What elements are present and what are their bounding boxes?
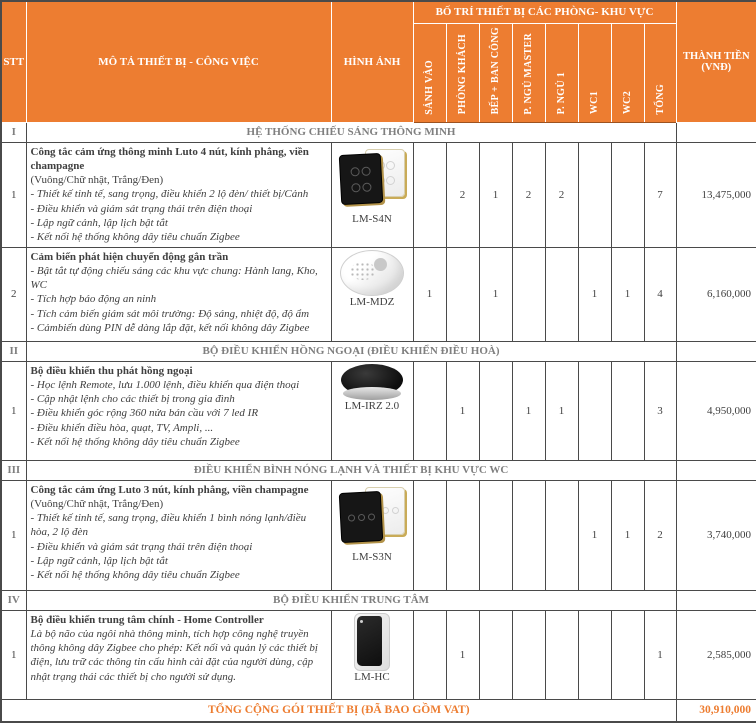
section-numeral: II bbox=[1, 341, 26, 361]
header-image: HÌNH ẢNH bbox=[331, 1, 413, 122]
device-description bbox=[26, 610, 331, 699]
device-row-lm-mdz bbox=[1, 247, 756, 341]
header-room-bep-ban-cong: BẾP + BAN CÔNG bbox=[479, 23, 512, 122]
qty-cell: 1 bbox=[479, 247, 512, 341]
qty-cell bbox=[479, 480, 512, 590]
qty-cell: 2 bbox=[512, 142, 545, 247]
section-title: HỆ THỐNG CHIẾU SÁNG THÔNG MINH bbox=[26, 122, 676, 142]
device-bullet: - Tích hợp báo động an ninh bbox=[30, 293, 157, 306]
qty-cell bbox=[578, 142, 611, 247]
section-title: ĐIỀU KHIỂN BÌNH NÓNG LẠNH VÀ THIẾT BỊ KHU VỰC WC bbox=[26, 460, 676, 480]
grand-total-amount: 30,910,000 bbox=[676, 699, 756, 722]
qty-cell bbox=[479, 610, 512, 699]
row-index: 1 bbox=[1, 142, 26, 247]
qty-total-cell: 2 bbox=[644, 480, 676, 590]
section-numeral: I bbox=[1, 122, 26, 142]
qty-cell bbox=[413, 142, 446, 247]
header-room-wc2: WC2 bbox=[611, 23, 644, 122]
qty-cell bbox=[545, 480, 578, 590]
row-index: 2 bbox=[1, 247, 26, 341]
qty-cell: 1 bbox=[446, 610, 479, 699]
qty-cell: 1 bbox=[413, 247, 446, 341]
header-room-ngu-1: P. NGỦ 1 bbox=[545, 23, 578, 122]
device-bullet: - Kết nối hệ thống không dây tiêu chuẩn Zigbee bbox=[30, 231, 240, 244]
model-label: LM-S4N bbox=[352, 212, 392, 225]
qty-cell: 1 bbox=[446, 361, 479, 460]
qty-cell bbox=[413, 480, 446, 590]
device-row-lm-hc bbox=[1, 610, 756, 699]
qty-cell bbox=[611, 142, 644, 247]
section-row-3 bbox=[1, 460, 756, 480]
header-room-sanh-vao: SẢNH VÀO bbox=[413, 23, 446, 122]
device-description bbox=[26, 480, 331, 590]
product-image-lm-mdz bbox=[340, 250, 404, 296]
device-bullet: - Thiết kế tinh tế, sang trọng, điều khiển 1 bình nóng lạnh/điều hòa, 2 lộ đèn bbox=[30, 512, 307, 539]
device-row-lm-s3n bbox=[1, 480, 756, 590]
device-bullet: - Điều khiển góc rộng 360 nửa bán cầu với 7 led IR bbox=[30, 407, 259, 420]
product-image-lm-s4n bbox=[336, 145, 408, 213]
qty-cell bbox=[545, 247, 578, 341]
device-subtitle: (Vuông/Chữ nhật, Trắng/Đen) bbox=[30, 497, 164, 510]
qty-cell bbox=[446, 480, 479, 590]
qty-cell: 1 bbox=[545, 361, 578, 460]
section-numeral: III bbox=[1, 460, 26, 480]
qty-cell bbox=[611, 610, 644, 699]
model-label: LM-IRZ 2.0 bbox=[344, 399, 400, 412]
qty-cell: 1 bbox=[479, 142, 512, 247]
table-header bbox=[1, 1, 756, 122]
device-bullet: - Cập nhật lệnh cho các thiết bị trong gia đình bbox=[30, 393, 235, 406]
device-bullet: - Điều khiển điều hòa, quạt, TV, Ampli, ... bbox=[30, 421, 214, 434]
device-row-lm-irz bbox=[1, 361, 756, 460]
header-room-ngu-master: P. NGỦ MASTER bbox=[512, 23, 545, 122]
device-description bbox=[26, 142, 331, 247]
qty-cell bbox=[512, 480, 545, 590]
device-bullet: - Cảmbiến dùng PIN dễ dàng lắp đặt, kết nối không dây Zigbee bbox=[30, 322, 310, 335]
qty-total-cell: 1 bbox=[644, 610, 676, 699]
product-image-lm-s3n bbox=[336, 483, 408, 551]
section-row-2 bbox=[1, 341, 756, 361]
qty-cell bbox=[578, 361, 611, 460]
device-body: Là bộ não của ngôi nhà thông minh, tích hợp công nghệ truyền thông không dây Zigbee cho phép: Kết nối và quản lý các thiết bị điện, lưu trữ các thông tin cấu hình cài đặt của người dùng, cập nhật trạng thái các thiết bị cho người sử dụng. bbox=[30, 627, 318, 683]
table-footer bbox=[1, 699, 756, 722]
device-title: Bộ điều khiển thu phát hồng ngoại bbox=[30, 364, 193, 377]
section-row-4 bbox=[1, 590, 756, 610]
amount-cell: 2,585,000 bbox=[676, 610, 756, 699]
device-title: Công tắc cảm ứng thông minh Luto 4 nút, kính phẳng, viền champagne bbox=[30, 145, 309, 172]
device-bullet: - Lập ngữ cảnh, lập lịch bật tắt bbox=[30, 555, 168, 568]
section-row-1 bbox=[1, 122, 756, 142]
product-image-lm-irz bbox=[341, 364, 403, 400]
qty-cell bbox=[446, 247, 479, 341]
qty-cell: 1 bbox=[611, 480, 644, 590]
qty-cell: 1 bbox=[578, 247, 611, 341]
product-image-lm-hc bbox=[354, 613, 390, 671]
amount-cell: 3,740,000 bbox=[676, 480, 756, 590]
amount-cell: 13,475,000 bbox=[676, 142, 756, 247]
device-bullet: - Học lệnh Remote, lưu 1.000 lệnh, điều khiển qua điện thoại bbox=[30, 378, 300, 391]
amount-cell: 6,160,000 bbox=[676, 247, 756, 341]
device-bullet: - Thiết kế tinh tế, sang trọng, điều khiển 2 lộ đèn/ thiết bị/Cảnh bbox=[30, 188, 309, 201]
device-bullet: - Bật tắt tự động chiếu sáng các khu vực chung: Hành lang, Kho, WC bbox=[30, 264, 318, 292]
header-description: MÔ TẢ THIẾT BỊ - CÔNG VIỆC bbox=[26, 1, 331, 122]
qty-total-cell: 4 bbox=[644, 247, 676, 341]
device-title: Cảm biến phát hiện chuyển động gắn trần bbox=[30, 250, 229, 263]
model-label: LM-S3N bbox=[352, 550, 392, 563]
qty-cell: 1 bbox=[512, 361, 545, 460]
header-room-wc1: WC1 bbox=[578, 23, 611, 122]
device-bullet: - Tích cảm biến giám sát môi trường: Độ sáng, nhiệt độ, độ ẩm bbox=[30, 307, 310, 320]
device-title: Bộ điều khiển trung tâm chính - Home Controller bbox=[30, 613, 264, 626]
device-bullet: - Kết nối hệ thống không dây tiêu chuẩn Zigbee bbox=[30, 436, 240, 449]
grand-total-label: TỔNG CỘNG GÓI THIẾT BỊ (ĐÃ BAO GỒM VAT) bbox=[1, 699, 676, 722]
row-index: 1 bbox=[1, 610, 26, 699]
qty-cell: 2 bbox=[446, 142, 479, 247]
qty-cell bbox=[479, 361, 512, 460]
device-bullet: - Lập ngữ cảnh, lập lịch bật tắt bbox=[30, 216, 168, 229]
device-title: Công tắc cảm ứng Luto 3 nút, kính phẳng, viền champagne bbox=[30, 483, 309, 496]
device-description bbox=[26, 247, 331, 341]
section-title: BỘ ĐIỀU KHIỂN TRUNG TÂM bbox=[26, 590, 676, 610]
qty-cell bbox=[512, 610, 545, 699]
header-room-group: BỐ TRÍ THIẾT BỊ CÁC PHÒNG- KHU VỰC bbox=[413, 1, 676, 23]
device-row-lm-s4n bbox=[1, 142, 756, 247]
model-label: LM-MDZ bbox=[349, 295, 395, 308]
qty-cell: 1 bbox=[578, 480, 611, 590]
qty-cell bbox=[545, 610, 578, 699]
header-stt: STT bbox=[1, 1, 26, 122]
model-label: LM-HC bbox=[354, 670, 390, 683]
qty-total-cell: 7 bbox=[644, 142, 676, 247]
device-bullet: - Điều khiển và giám sát trạng thái trên điện thoại bbox=[30, 540, 253, 553]
qty-cell bbox=[578, 610, 611, 699]
section-numeral: IV bbox=[1, 590, 26, 610]
device-bullet: - Điều khiển và giám sát trạng thái trên điện thoại bbox=[30, 202, 253, 215]
device-description bbox=[26, 361, 331, 460]
header-room-tong: TỔNG bbox=[644, 23, 676, 122]
qty-cell bbox=[611, 361, 644, 460]
amount-cell: 4,950,000 bbox=[676, 361, 756, 460]
qty-cell: 1 bbox=[611, 247, 644, 341]
qty-cell: 2 bbox=[545, 142, 578, 247]
header-total: THÀNH TIỀN (VNĐ) bbox=[676, 1, 756, 122]
qty-total-cell: 3 bbox=[644, 361, 676, 460]
section-title: BỘ ĐIỀU KHIỂN HỒNG NGOẠI (ĐIỀU KHIỂN ĐIỀU HOÀ) bbox=[26, 341, 676, 361]
row-index: 1 bbox=[1, 361, 26, 460]
row-index: 1 bbox=[1, 480, 26, 590]
device-bullet: - Kết nối hệ thống không dây tiêu chuẩn Zigbee bbox=[30, 569, 240, 582]
header-room-phong-khach: PHÒNG KHÁCH bbox=[446, 23, 479, 122]
qty-cell bbox=[512, 247, 545, 341]
device-subtitle: (Vuông/Chữ nhật, Trắng/Đen) bbox=[30, 174, 164, 187]
qty-cell bbox=[413, 361, 446, 460]
qty-cell bbox=[413, 610, 446, 699]
